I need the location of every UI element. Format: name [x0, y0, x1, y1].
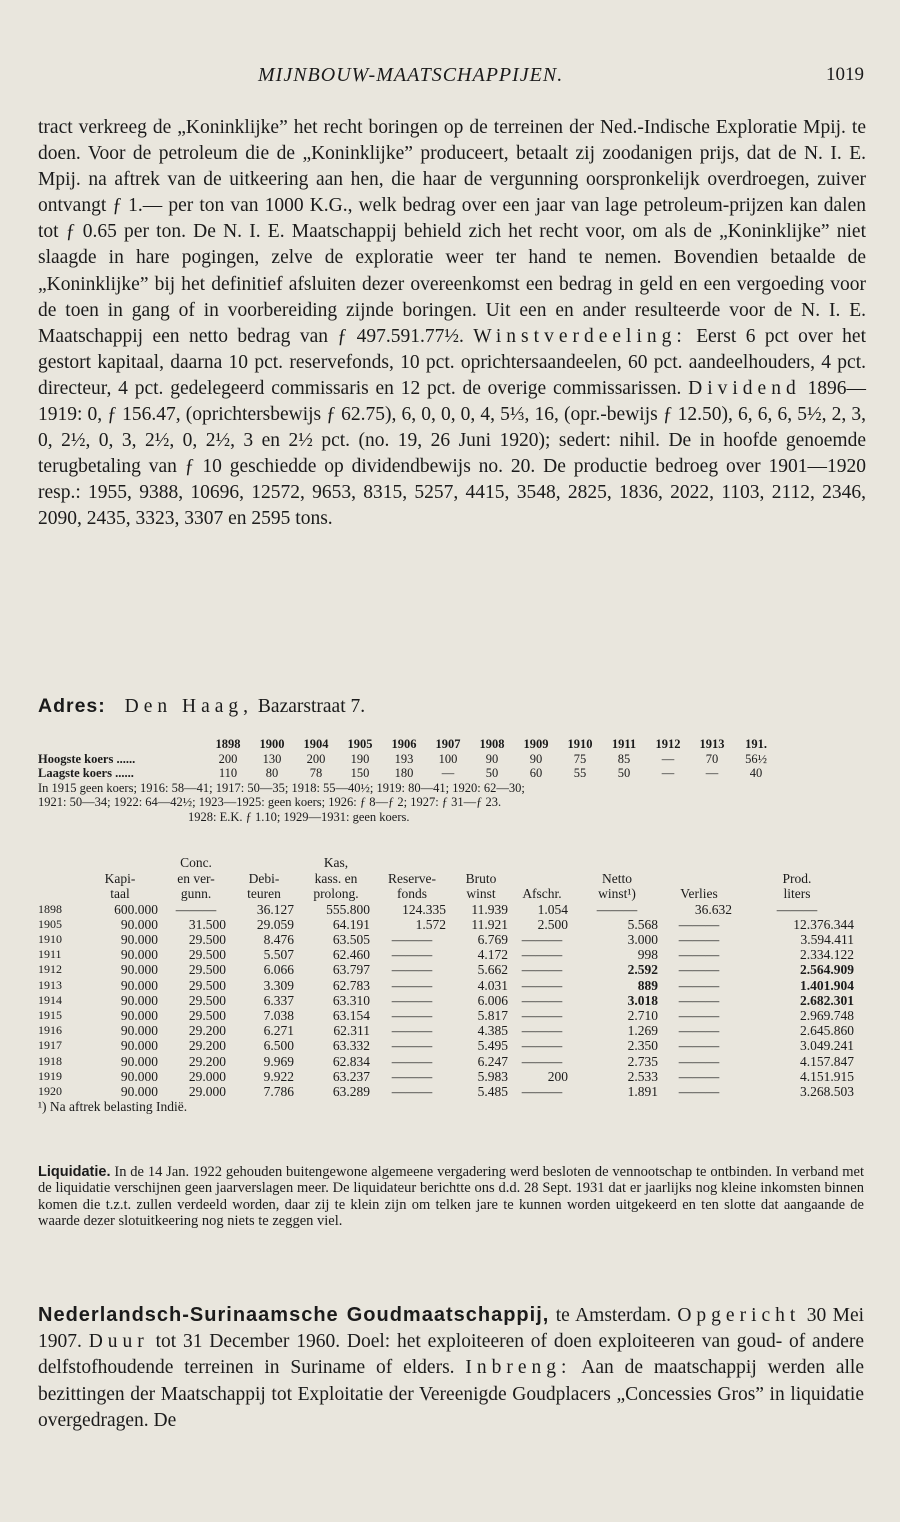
price-year: 1909	[523, 737, 549, 751]
price-year: 1904	[303, 737, 329, 751]
table-cell: 90.000	[120, 1038, 158, 1054]
column-header: Debi-	[248, 870, 280, 886]
table-cell: 29.500	[188, 1007, 226, 1023]
table-cell: 62.311	[333, 1023, 370, 1039]
table-row	[38, 1069, 858, 1084]
table-cell: 63.289	[332, 1083, 370, 1099]
table-cell: 62.460	[332, 947, 370, 963]
price-cell: 80	[265, 766, 279, 780]
table-cell: 63.237	[332, 1068, 370, 1084]
row-year: 1916	[38, 1023, 62, 1038]
table-cell: 4.151.915	[800, 1068, 854, 1084]
financial-table	[38, 855, 858, 1115]
price-cell: 50	[485, 766, 499, 780]
table-row	[38, 1054, 858, 1069]
table-cell: 90.000	[120, 962, 158, 978]
row-year: 1918	[38, 1053, 62, 1068]
duur-label: Duur	[88, 1331, 149, 1353]
table-row	[38, 1038, 858, 1053]
table-cell: 31.500	[188, 916, 226, 932]
table-cell: 63.332	[332, 1038, 370, 1054]
table-cell: 62.834	[332, 1053, 370, 1069]
table-cell: 29.200	[188, 1053, 226, 1069]
table-cell: 1.891	[627, 1083, 658, 1099]
table-cell: ———	[391, 1038, 433, 1054]
price-cell: 85	[617, 751, 631, 766]
table-header-row	[38, 871, 858, 887]
column-header: teuren	[247, 886, 281, 901]
table-cell: 29.500	[188, 992, 226, 1008]
body-paragraph	[38, 115, 866, 533]
liquidation-section	[38, 1164, 864, 1230]
price-note: 1921: 50—34; 1922: 64—42½; 1923—1925: geen koers; 1926: ƒ 8—ƒ 2; 1927: ƒ 31—ƒ 23.	[38, 795, 502, 809]
table-cell: 9.922	[263, 1068, 294, 1084]
table-cell: 5.495	[477, 1038, 508, 1054]
table-cell: 11.939	[471, 901, 508, 917]
column-header: Reserve-	[388, 870, 436, 886]
price-row-label: Hoogste koers ......	[38, 751, 136, 766]
table-cell: 63.797	[332, 962, 370, 978]
price-cell: 200	[306, 751, 326, 766]
price-row	[38, 752, 868, 767]
table-cell: 64.191	[332, 916, 370, 932]
price-note: 1928: E.K. ƒ 1.10; 1929—1931: geen koers.	[188, 809, 410, 824]
table-cell: 6.500	[263, 1038, 294, 1054]
column-header	[572, 855, 662, 871]
address-city: Den Haag,	[124, 696, 254, 717]
row-year: 1919	[38, 1068, 62, 1083]
price-cell: 150	[350, 766, 370, 780]
company-text: tot 31 December 1960. Doel: het exploiteeren of doen exploiteeren van goud- of andere delfstofhoudende terreinen in Suriname of elders.	[38, 1331, 864, 1379]
table-cell: ———	[678, 1068, 720, 1084]
price-cell: 193	[394, 751, 414, 766]
table-cell: ———	[391, 947, 433, 963]
table-cell: 555.800	[326, 901, 370, 917]
column-header	[374, 855, 450, 871]
table-cell: 29.200	[188, 1038, 226, 1054]
table-cell: ———	[521, 1007, 563, 1023]
column-header	[450, 855, 512, 871]
address-line	[38, 695, 365, 718]
table-cell: 63.310	[332, 992, 370, 1008]
table-cell: ———	[391, 992, 433, 1008]
table-cell: 6.271	[263, 1023, 294, 1039]
price-cell: 55	[573, 766, 587, 780]
table-cell: ———	[175, 901, 217, 917]
table-cell: 2.350	[627, 1038, 658, 1054]
price-year: 1907	[435, 737, 461, 751]
table-cell: 4.157.847	[800, 1053, 854, 1069]
table-cell: ———	[678, 931, 720, 947]
table-cell: 5.983	[477, 1068, 508, 1084]
table-cell: 3.594.411	[800, 931, 854, 947]
table-cell: ———	[678, 947, 720, 963]
table-cell: ———	[678, 1023, 720, 1039]
table-cell: 62.783	[332, 977, 370, 993]
column-header	[662, 871, 736, 887]
table-cell: 2.334.122	[800, 947, 854, 963]
row-year: 1898	[38, 901, 62, 916]
table-cell: ———	[776, 901, 818, 917]
column-header: Kapi-	[104, 870, 136, 886]
price-cell: 130	[262, 751, 282, 766]
table-cell: ———	[521, 962, 563, 978]
column-header: Netto	[602, 870, 632, 886]
column-header: en ver-	[177, 870, 215, 886]
row-year: 1915	[38, 1007, 62, 1022]
column-header: Afschr.	[522, 886, 562, 901]
column-header	[512, 871, 572, 887]
price-cell: 110	[218, 766, 238, 780]
table-row	[38, 993, 858, 1008]
table-cell: ———	[391, 962, 433, 978]
price-cell: 200	[218, 751, 238, 766]
table-row	[38, 917, 858, 932]
table-cell: 90.000	[120, 1083, 158, 1099]
table-cell: 90.000	[120, 931, 158, 947]
table-cell: ———	[391, 1023, 433, 1039]
table-cell: 6.066	[263, 962, 294, 978]
price-cell: 180	[394, 766, 414, 780]
table-cell: 90.000	[120, 916, 158, 932]
table-cell: 2.500	[537, 916, 568, 932]
table-cell: ———	[678, 1053, 720, 1069]
price-note: In 1915 geen koers; 1916: 58—41; 1917: 50—35; 1918: 55—40½; 1919: 80—41; 1920: 62—30;	[38, 780, 525, 795]
table-cell: 5.662	[477, 962, 508, 978]
price-cell: —	[705, 766, 719, 780]
table-cell: 3.018	[627, 992, 658, 1008]
table-cell: 29.200	[188, 1023, 226, 1039]
row-year: 1917	[38, 1038, 62, 1053]
table-cell: ———	[678, 1038, 720, 1054]
table-cell: 2.645.860	[800, 1023, 854, 1039]
column-header: gunn.	[180, 886, 212, 901]
table-cell: ———	[521, 1023, 563, 1039]
table-cell: 4.385	[477, 1023, 508, 1039]
price-cell: 75	[573, 751, 587, 766]
price-table	[38, 737, 868, 824]
table-cell: 3.000	[627, 931, 658, 947]
price-cell: 50	[617, 766, 631, 780]
column-header: fonds	[397, 886, 427, 901]
row-year: 1911	[38, 947, 62, 962]
company-text: te Amsterdam.	[555, 1305, 671, 1326]
table-cell: 29.059	[256, 916, 294, 932]
table-cell: ———	[596, 901, 638, 917]
running-title: MIJNBOUW-MAATSCHAPPIJEN.	[258, 64, 564, 86]
table-cell: 3.309	[263, 977, 294, 993]
table-cell: 1.572	[415, 916, 446, 932]
company-text: Aan de maatschappij werden alle bezittingen der Maatschappij tot Exploitatie der Vereenigde Goudplacers „Concessies Gros” in liquidatie overgedragen. De	[38, 1357, 865, 1431]
column-header: Bruto	[465, 870, 497, 886]
table-cell: 63.154	[332, 1007, 370, 1023]
next-company-entry	[38, 1302, 864, 1434]
page-number: 1019	[826, 64, 864, 85]
price-cell: 56½	[745, 751, 767, 766]
column-header: Prod.	[782, 870, 812, 886]
table-cell: 90.000	[120, 1053, 158, 1069]
table-cell: 5.817	[477, 1007, 508, 1023]
table-cell: 29.000	[188, 1068, 226, 1084]
column-header	[662, 855, 736, 871]
table-cell: 6.769	[477, 931, 508, 947]
table-cell: ———	[521, 1053, 563, 1069]
dividend-text: 1896—1919: 0, ƒ 156.47, (oprichtersbewijs ƒ 62.75), 6, 0, 0, 0, 4, 5⅓, 16, (opr.-bewijs ƒ 12.50), 6, 6, 6, 5½, 2, 3, 0, 2½, 0, 3, 2½, 0, 2½, 3 en 2½ pct. (no. 19, 26 Juni 1920); sedert: nihil. De in hoofde genoemde terugbetaling van ƒ 10 geschiedde op dividendbewijs no. 20. De productie bedroeg over 1901—1920 resp.: 1955, 9388, 10696, 12572, 9653, 8315, 5257, 4415, 3548, 2825, 1836, 2022, 1103, 2112, 2346, 2090, 2435, 3323, 3307 en 2595 tons.	[38, 377, 866, 530]
table-cell: ———	[678, 1007, 720, 1023]
price-cell: 90	[485, 751, 499, 766]
table-row	[38, 1008, 858, 1023]
table-cell: 1.054	[537, 901, 568, 917]
column-header	[38, 886, 78, 902]
address-label: Adres:	[38, 695, 106, 717]
table-cell: 200	[547, 1068, 568, 1084]
column-header	[38, 855, 78, 871]
table-cell: 5.568	[627, 916, 658, 932]
table-cell: 2.592	[627, 962, 658, 978]
price-row-label: Laagste koers ......	[38, 766, 134, 780]
table-cell: 11.921	[471, 916, 508, 932]
table-cell: 2.969.748	[800, 1007, 854, 1023]
column-header	[38, 871, 78, 887]
table-cell: ———	[391, 977, 433, 993]
price-year: 1906	[391, 737, 417, 751]
table-cell: ———	[391, 1053, 433, 1069]
row-year: 1913	[38, 977, 62, 992]
table-cell: 7.786	[263, 1083, 294, 1099]
table-cell: 4.031	[477, 977, 508, 993]
page-header	[0, 64, 900, 94]
column-header: winst	[466, 886, 496, 901]
row-year: 1914	[38, 992, 62, 1007]
price-cell: —	[661, 751, 675, 766]
table-cell: ———	[521, 947, 563, 963]
price-cell: 190	[350, 751, 370, 766]
price-year: 1911	[611, 737, 637, 751]
price-year: 1910	[567, 737, 593, 751]
price-year: 1905	[347, 737, 373, 751]
inbreng-label: Inbreng:	[465, 1357, 572, 1379]
table-cell: 36.127	[256, 901, 294, 917]
table-cell: 29.000	[188, 1083, 226, 1099]
winstverdeeling-label: Winstverdeeling:	[473, 325, 687, 347]
table-cell: 90.000	[120, 992, 158, 1008]
table-cell: 889	[637, 977, 658, 993]
column-header: winst¹)	[598, 886, 636, 901]
table-cell: ———	[521, 931, 563, 947]
table-cell: 9.969	[263, 1053, 294, 1069]
table-cell: ———	[678, 977, 720, 993]
table-cell: 90.000	[120, 947, 158, 963]
price-year: 1898	[215, 737, 241, 751]
column-header	[512, 855, 572, 871]
table-row	[38, 932, 858, 947]
table-row	[38, 902, 858, 917]
price-cell: 100	[438, 751, 458, 766]
row-year: 1910	[38, 931, 62, 946]
liquidation-label: Liquidatie.	[38, 1164, 111, 1180]
column-header: Kas,	[323, 855, 349, 870]
winstverdeeling-text: Eerst 6 pct over het gestort kapitaal, daarna 10 pct. reservefonds, 10 pct. oprichtersaandeelen, 60 pct. aandeelhouders, 4 pct. directeur, 4 pct. gedelegeerd commissaris en 12 pct. de overige commissarissen.	[38, 325, 866, 399]
row-year: 1905	[38, 916, 62, 931]
table-cell: 5.485	[477, 1083, 508, 1099]
table-cell: 1.401.904	[800, 977, 854, 993]
price-cell: 70	[705, 751, 719, 766]
liquidation-text: In de 14 Jan. 1922 gehouden buitengewone algemeene vergadering werd besloten de vennootschap te ontbinden. In verband met de liquidatie verschijnen geen jaarverslagen meer. De liquidateur berichtte ons d.d. 28 Sept. 1931 dat er jaarlijks nog kleine inkomsten binnen komen die t.z.t. zullen verdeeld worden, daar zij te klein zijn om telken jare te kunnen worden uitgekeerd en ten slotte dat aangaande de waarde dezer slotuitkeering nog niets te zeggen viel.	[38, 1164, 865, 1230]
price-row	[38, 766, 868, 781]
table-cell: ———	[391, 1007, 433, 1023]
column-header	[78, 855, 162, 871]
table-row	[38, 962, 858, 977]
table-cell: 998	[637, 947, 658, 963]
table-cell: ———	[391, 1083, 433, 1099]
table-cell: 2.682.301	[800, 992, 854, 1008]
column-header: kass. en	[314, 870, 358, 886]
price-cell: —	[661, 766, 675, 780]
price-year: 191.	[745, 737, 767, 751]
contract-text: tract verkreeg de „Koninklijke” het recht boringen op de terreinen der Ned.-Indische Exploratie Mpij. te doen. Voor de petroleum die de „Koninklijke” produceert, betaalt zij zoodanigen prijs, dat de N. I. E. Mpij. na aftrek van de uitkeering aan hen, die haar de vergunning oorspronkelijk overdroegen, zuiver ontvangt ƒ 1.— per ton van 1000 K.G., welk bedrag over een jaar van lage petroleum-prijzen kan dalen tot ƒ 0.65 per ton. De N. I. E. Maatschappij behield zich het recht voor, om als de „Koninklijke” niet slaagde in hare pogingen, zelve de exploratie weer ter hand te nemen. Bovendien betaalde de „Koninklijke” bij het definitief afsluiten dezer overeenkomst een bedrag in geld en een vergoeding voor de toen in gang of in voorbereiding zijnde boringen. Uit een en ander resulteerde voor de N. I. E. Maatschappij een netto bedrag van ƒ 497.591.77½.	[38, 117, 866, 347]
company-text: 30 Mei 1907.	[38, 1305, 865, 1353]
dividend-label: Dividend	[688, 377, 801, 399]
table-cell: 6.006	[477, 992, 508, 1008]
price-cell: 90	[529, 751, 543, 766]
column-header: Conc.	[180, 855, 212, 870]
table-cell: 90.000	[120, 1068, 158, 1084]
address-street: Bazarstraat 7.	[257, 696, 366, 717]
price-year: 1913	[699, 737, 725, 751]
row-year: 1920	[38, 1083, 62, 1098]
table-cell: ———	[521, 992, 563, 1008]
table-cell: 90.000	[120, 1023, 158, 1039]
table-cell: 3.268.503	[800, 1083, 854, 1099]
price-years-row	[38, 737, 868, 752]
table-row	[38, 947, 858, 962]
column-header: taal	[110, 886, 130, 901]
table-cell: 3.049.241	[800, 1038, 854, 1054]
table-row	[38, 978, 858, 993]
table-cell: ———	[678, 962, 720, 978]
price-year: 1900	[259, 737, 285, 751]
table-cell: 4.172	[477, 947, 508, 963]
table-cell: 6.337	[263, 992, 294, 1008]
price-cell: 40	[749, 766, 763, 780]
table-cell: 124.335	[402, 901, 446, 917]
table-cell: 8.476	[263, 931, 294, 947]
company-name: Nederlandsch-Surinaamsche Goudmaatschappij,	[38, 1304, 550, 1326]
table-cell: ———	[521, 1038, 563, 1054]
table-cell: ———	[678, 1083, 720, 1099]
table-footnote: ¹) Na aftrek belasting Indië.	[38, 1099, 188, 1115]
table-cell: 29.500	[188, 977, 226, 993]
column-header	[736, 855, 858, 871]
column-header: Verlies	[680, 886, 718, 901]
price-cell: —	[441, 766, 455, 780]
opgericht-label: Opgericht	[677, 1305, 801, 1326]
table-cell: 63.505	[332, 931, 370, 947]
table-cell: 2.564.909	[800, 962, 854, 978]
table-cell: ———	[678, 916, 720, 932]
price-cell: 60	[529, 766, 543, 780]
table-cell: ———	[521, 1083, 563, 1099]
price-year: 1912	[655, 737, 681, 751]
row-year: 1912	[38, 962, 62, 977]
table-row	[38, 1023, 858, 1038]
table-cell: 90.000	[120, 1007, 158, 1023]
table-cell: 36.632	[694, 901, 732, 917]
table-row	[38, 1084, 858, 1099]
table-cell: 2.533	[627, 1068, 658, 1084]
column-header: prolong.	[313, 886, 359, 901]
table-cell: 90.000	[120, 977, 158, 993]
table-cell: ———	[391, 1068, 433, 1084]
column-header: liters	[783, 886, 811, 901]
price-cell: 78	[309, 766, 323, 780]
table-header-row	[38, 855, 858, 871]
table-cell: 29.500	[188, 931, 226, 947]
company-description	[38, 115, 866, 533]
table-header-row	[38, 886, 858, 902]
table-cell: 29.500	[188, 947, 226, 963]
table-cell: 1.269	[627, 1023, 658, 1039]
table-cell: ———	[391, 931, 433, 947]
table-cell: 2.710	[627, 1007, 658, 1023]
table-cell: ———	[678, 992, 720, 1008]
table-cell: 12.376.344	[793, 916, 854, 932]
price-year: 1908	[479, 737, 505, 751]
table-cell: 29.500	[188, 962, 226, 978]
table-cell: 6.247	[477, 1053, 508, 1069]
table-cell: ———	[521, 977, 563, 993]
table-cell: 600.000	[114, 901, 158, 917]
table-cell: 2.735	[627, 1053, 658, 1069]
table-cell: 7.038	[263, 1007, 294, 1023]
table-cell: 5.507	[263, 947, 294, 963]
column-header	[230, 855, 298, 871]
